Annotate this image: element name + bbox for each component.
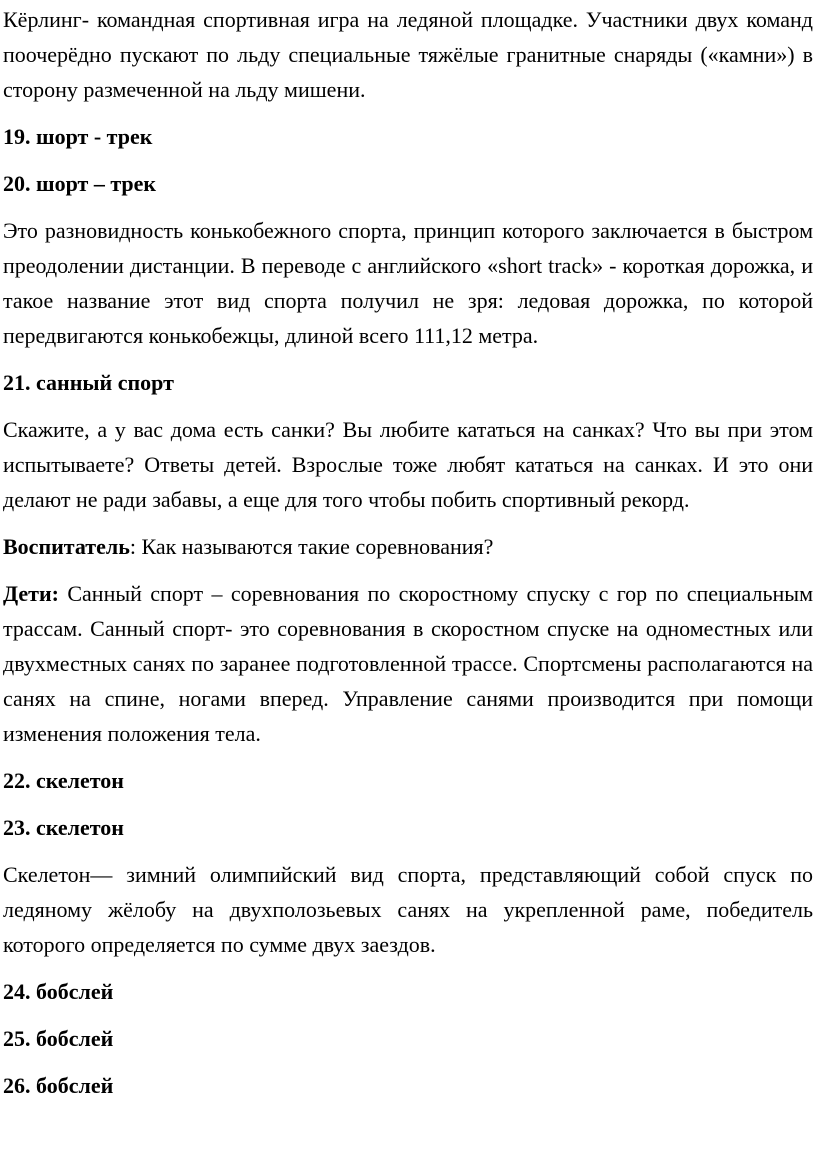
heading-21: 21. санный спорт — [3, 370, 174, 395]
children-text: Санный спорт – соревнования по скоростному спуску с гор по специальным трассам. Санный спорт- это соревнования в скоростном спуске на одноместных или двухместных санях по заранее подготовленной трассе. Спортсмены располагаются на санях на спине, ногами вперед. Управление санями производится при помощи изменения положения тела. — [3, 581, 813, 746]
heading-22: 22. скелетон — [3, 768, 124, 793]
curling-paragraph: Кёрлинг- командная спортивная игра на ледяной площадке. Участники двух команд поочерёдно пускают по льду специальные тяжёлые гранитные снаряды («камни») в сторону размеченной на льду мишени. — [3, 7, 813, 102]
children-answer-paragraph — [3, 576, 813, 751]
heading-25: 25. бобслей — [3, 1026, 114, 1051]
sled-question-paragraph: Скажите, а у вас дома есть санки? Вы любите кататься на санках? Что вы при этом испытываете? Ответы детей. Взрослые тоже любят кататься на санках. И это они делают не ради забавы, а еще для того чтобы побить спортивный рекорд. — [3, 417, 813, 512]
short-track-paragraph: Это разновидность конькобежного спорта, принцип которого заключается в быстром преодолении дистанции. В переводе с английского «short track» - короткая дорожка, и такое название этот вид спорта получил не зря: ледовая дорожка, по которой передвигаются конькобежцы, длиной всего 111,12 метра. — [3, 218, 813, 348]
heading-24: 24. бобслей — [3, 979, 114, 1004]
heading-23: 23. скелетон — [3, 815, 124, 840]
children-label: Дети: — [3, 581, 59, 606]
teacher-line — [3, 529, 813, 564]
document-page — [3, 2, 813, 1115]
teacher-label: Воспитатель — [3, 534, 130, 559]
skeleton-paragraph: Скелетон— зимний олимпийский вид спорта, представляющий собой спуск по ледяному жёлобу на двухполозьевых санях на укрепленной раме, победитель которого определяется по сумме двух заездов. — [3, 862, 813, 957]
heading-26: 26. бобслей — [3, 1073, 114, 1098]
heading-20: 20. шорт – трек — [3, 171, 157, 196]
teacher-text: : Как называются такие соревнования? — [129, 534, 494, 559]
heading-19: 19. шорт - трек — [3, 124, 153, 149]
